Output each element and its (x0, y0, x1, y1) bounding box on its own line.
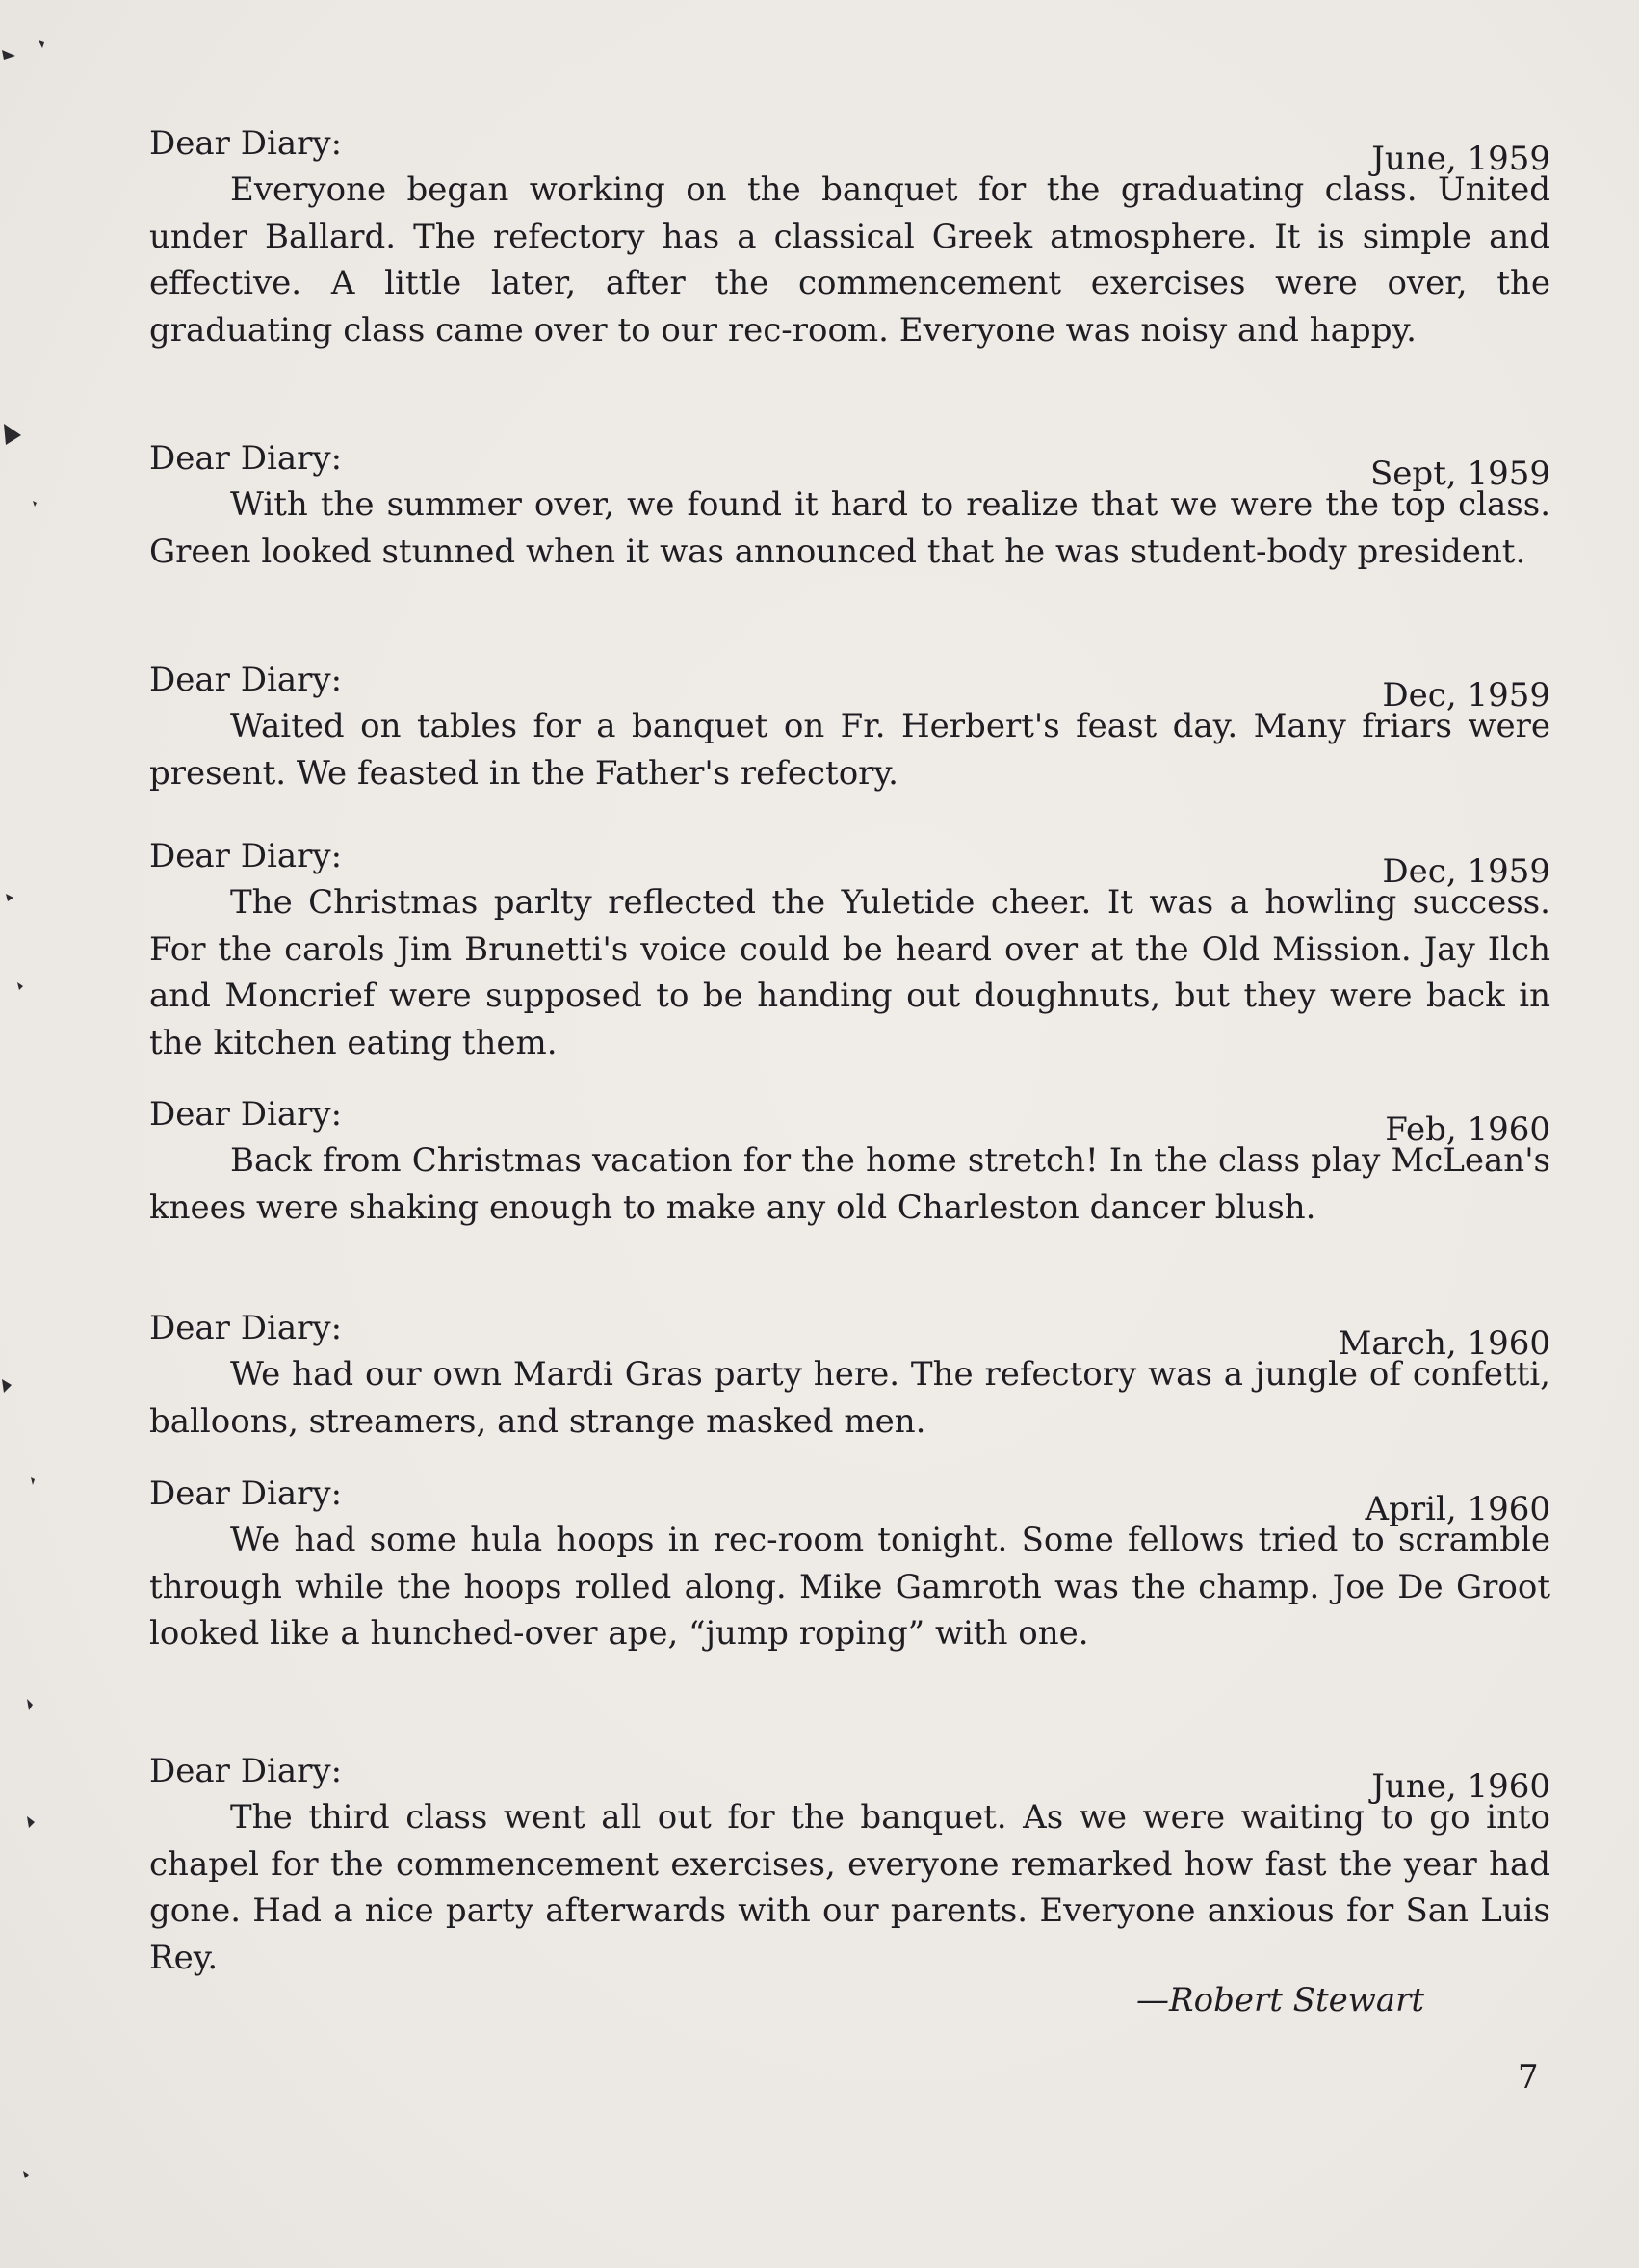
entry-body: With the summer over, we found it hard to realize that we were the top class. Green looked stunned when it was announced that he was student-body president. (149, 485, 1550, 571)
entry-salutation: Dear Diary: (149, 1095, 343, 1134)
diary-entry (144, 1308, 1550, 1473)
entry-body: We had our own Mardi Gras party here. The refectory was a jungle of confetti, balloons, streamers, and strange masked men. (149, 1355, 1550, 1441)
diary-entry (144, 660, 1550, 836)
page-number: 7 (1518, 2058, 1539, 2097)
entry-date: Dec, 1959 (1382, 676, 1550, 715)
diary-entry (144, 1473, 1550, 1751)
entry-body: The Christmas parlty reflected the Yuletide cheer. It was a howling success. For the carols Jim Brunetti's voice could be heard over at the Old Mission. Jay Ilch and Moncrief were supposed to be handing out doughnuts, but they were back in the kitchen eating them. (149, 883, 1550, 1062)
diary-entries (144, 123, 1550, 2014)
diary-entry (144, 836, 1550, 1094)
entry-date: Feb, 1960 (1385, 1110, 1550, 1149)
entry-date: April, 1960 (1365, 1490, 1550, 1528)
entry-salutation: Dear Diary: (149, 1309, 343, 1347)
entry-body: We had some hula hoops in rec-room tonight. Some fellows tried to scramble through while the hoops rolled along. Mike Gamroth was the champ. Joe De Groot looked like a hunched-over ape, “jump roping” with one. (149, 1521, 1550, 1653)
entry-body: The third class went all out for the banquet. As we were waiting to go into chapel for the commencement exercises, everyone remarked how fast the year had gone. Had a nice party afterwards with our parents. Everyone anxious for San Luis Rey. (149, 1798, 1550, 1977)
diary-entry (144, 1094, 1550, 1308)
entry-salutation: Dear Diary: (149, 1474, 343, 1513)
diary-entry (144, 1751, 1550, 1981)
binding-marks (0, 0, 58, 2268)
entry-body: Back from Christmas vacation for the home stretch! In the class play McLean's knees were shaking enough to make any old Charleston dancer blush. (149, 1141, 1550, 1227)
entry-date: June, 1959 (1371, 140, 1550, 178)
entry-salutation: Dear Diary: (149, 439, 343, 478)
entry-date: March, 1960 (1338, 1324, 1550, 1363)
entry-date: June, 1960 (1371, 1767, 1550, 1806)
diary-entry (144, 438, 1550, 660)
author-signature: —Robert Stewart (1136, 1981, 1425, 2020)
entry-body: Everyone began working on the banquet for the graduating class. United under Ballard. The refectory has a classical Greek atmosphere. It is simple and effective. A little later, after the commencement exercises were over, the graduating class came over to our rec-room. Everyone was noisy and happy. (149, 170, 1550, 350)
entry-salutation: Dear Diary: (149, 661, 343, 699)
diary-entry (144, 123, 1550, 438)
entry-date: Dec, 1959 (1382, 852, 1550, 891)
entry-salutation: Dear Diary: (149, 837, 343, 875)
entry-salutation: Dear Diary: (149, 124, 343, 163)
entry-date: Sept, 1959 (1370, 455, 1550, 493)
entry-body: Waited on tables for a banquet on Fr. Herbert's feast day. Many friars were present. We feasted in the Father's refectory. (149, 707, 1550, 793)
entry-salutation: Dear Diary: (149, 1752, 343, 1790)
